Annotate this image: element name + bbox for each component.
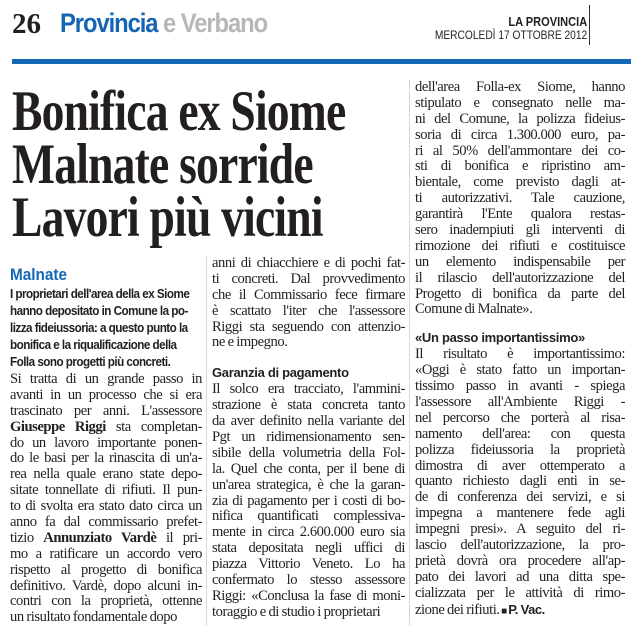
text-line: lascio dell'autorizzazione, la pro- <box>415 537 625 554</box>
text-line: è scattato l'iter che l'assessore <box>212 302 405 319</box>
column-divider <box>206 256 207 626</box>
kicker-location: Malnate <box>10 265 67 284</box>
text-line: sti di bonifica e ripristino am- <box>415 158 625 175</box>
text-segment: sta completan- <box>105 418 203 435</box>
text-line <box>10 388 202 404</box>
text-line <box>10 372 202 388</box>
section-rule <box>12 59 631 64</box>
text-line: un'area strategica, è che la garan- <box>212 476 405 493</box>
body-text <box>10 372 202 626</box>
summary <box>10 285 202 370</box>
text-line <box>10 451 202 467</box>
masthead <box>435 15 587 42</box>
text-segment: to di svolta era stato dato circa un <box>10 498 202 515</box>
body-text <box>415 80 625 318</box>
text-line: tissimo passo in avanti - spiega <box>415 378 625 395</box>
text-line: dell'area Folla-ex Siome, hanno <box>415 79 625 95</box>
text-line: toraggio e di studio i proprietari <box>212 603 381 620</box>
text-line: ri al 50% dell'ammontare dei co- <box>415 142 625 159</box>
paper-name: LA PROVINCIA <box>508 14 587 29</box>
text-line: il rilascio dell'autorizzazione del <box>415 269 625 286</box>
text-line: Pgt un ridimensionamento sen- <box>212 429 405 446</box>
text-line: confermato lo stesso assessore <box>212 572 405 589</box>
text-line <box>10 420 202 436</box>
section-title <box>60 8 267 39</box>
column-divider <box>409 80 410 626</box>
text-line <box>10 404 202 420</box>
text-line <box>10 483 202 499</box>
text-line: ni del Comune, la polizza fideius- <box>415 110 625 127</box>
text-segment: do le basi per la rinascita di un'a- <box>10 450 202 467</box>
page-number: 26 <box>12 8 41 40</box>
text-line: Il risultato è importantissimo: <box>415 346 625 363</box>
text-line: soria di circa 1.300.000 euro, pa- <box>415 126 625 143</box>
text-line: da aver definito nella variante del <box>212 413 405 430</box>
text-line: pato dei lavori ad una ditta spe- <box>415 568 625 585</box>
headline-line-1: Bonifica ex Siome <box>12 80 346 143</box>
text-line: mente in circa 2.600.000 euro sia <box>212 524 405 541</box>
text-segment: definitivo. Vardè, dopo alcuni in- <box>10 577 202 594</box>
text-segment: rispetto al progetto di bonifica <box>10 561 202 578</box>
text-segment: avanti in un processo che si era <box>10 386 202 403</box>
name-highlight: Annunziato Vardè <box>43 529 157 546</box>
text-line: dimostra di aver ottemperato a <box>415 457 625 474</box>
section-rest: e Verbano <box>163 8 268 38</box>
text-segment: mo a ratificare un accordo vero <box>10 545 202 562</box>
text-line: Il solco era tracciato, l'ammini- <box>212 381 405 398</box>
text-line <box>10 515 202 531</box>
text-line: ne e impegno. <box>212 334 288 351</box>
text-segment: sitate tonnellate di rifiuti. Il pun- <box>10 482 202 499</box>
text-line: prietà dovrà ora procedere all'ap- <box>415 552 625 569</box>
text-line: impegni presi». A seguito del ri- <box>415 521 625 538</box>
text-line: polizza fideiussoria la proprietà <box>415 441 625 458</box>
text-line: «Oggi è stato fatto un importan- <box>415 362 625 379</box>
body-text <box>212 256 405 351</box>
text-line: ti concreti. Dal provvedimento <box>212 270 405 287</box>
column-3 <box>415 80 625 618</box>
text-segment: tizio <box>10 529 44 546</box>
subheading: Garanzia di pagamento <box>212 365 349 381</box>
text-segment: trascinato per anni. L'assessore <box>10 402 202 419</box>
text-line: garantirà l'Ente qualora restas- <box>415 206 625 223</box>
section-main: Provincia <box>60 8 158 38</box>
text-line <box>10 563 202 579</box>
text-line: quanto richiesto dagli enti in se- <box>415 473 625 490</box>
text-line: de di conferenza dei servizi, e si <box>415 489 625 506</box>
text-line: bientale, come previsto dagli at- <box>415 174 625 191</box>
text-line: I proprietari dell'area della ex Siome <box>10 286 190 301</box>
text-line: Riggi sta seguendo con attenzio- <box>212 318 405 335</box>
text-line <box>10 594 202 610</box>
text-line <box>10 436 202 452</box>
text-line: zia di pagamento per i costi di bo- <box>212 492 405 509</box>
text-line: Riggi: «Conclusa la fase di moni- <box>212 587 405 604</box>
text-line: anni di chiacchiere e di pochi fat- <box>212 255 405 271</box>
text-line <box>10 610 202 626</box>
text-line: sibile della volumetria della Fol- <box>212 444 405 461</box>
text-line: cializzata per le attività di rimo- <box>415 584 625 601</box>
issue-date: MERCOLEDÌ 17 OTTOBRE 2012 <box>434 28 587 42</box>
column-2 <box>212 256 405 621</box>
subheading: «Un passo importantissimo» <box>415 330 585 346</box>
text-segment: anno fa dal commissario prefet- <box>10 514 202 531</box>
text-segment: contri con la proprietà, ottenne <box>10 593 202 610</box>
text-segment: Si tratta di un grande passo in <box>10 371 202 387</box>
text-line: piazza Vittorio Veneto. Lo ha <box>212 556 405 573</box>
text-line: lizza fideiussoria: a questo punto la <box>10 320 188 335</box>
text-line: ti autorizzativi. Tale cauzione, <box>415 190 625 207</box>
text-line: zione dei rifiuti. ■ P. Vac. <box>415 601 545 618</box>
name-highlight: Giuseppe Riggi <box>10 418 106 435</box>
text-line: Progetto di bonifica da parte del <box>415 285 625 302</box>
text-line: Folla sono progetti più concreti. <box>10 354 171 369</box>
body-text <box>212 382 405 620</box>
text-line: che il Commissario fece firmare <box>212 286 405 303</box>
text-line: strazione è stata concreta tanto <box>212 397 405 414</box>
text-line: rimozione dei rifiuti e costituisce <box>415 237 625 254</box>
headline-line-2: Malnate sorride <box>12 133 313 196</box>
text-line: namento dell'area: con questa <box>415 425 625 442</box>
text-segment: il pri- <box>156 529 202 546</box>
text-line: stipulato e consegnato nelle ma- <box>415 94 625 111</box>
text-line: Comune di Malnate». <box>415 301 533 318</box>
text-segment: un risultato fondamentale dopo <box>10 609 177 626</box>
text-line: nifica quantificati complessiva- <box>212 508 405 525</box>
text-line: impegna a mantenere fede agli <box>415 505 625 522</box>
text-line: la. Quel che conta, per il bene di <box>212 460 405 477</box>
body-text <box>415 347 625 617</box>
text-line: nel percorso che porterà al risa- <box>415 409 625 426</box>
text-line: l'assessore all'Ambiente Riggi - <box>415 394 625 411</box>
text-line: stata depositata negli uffici di <box>212 540 405 557</box>
byline: P. Vac. <box>508 601 545 617</box>
column-1 <box>10 265 202 626</box>
text-line <box>10 499 202 515</box>
text-line: sero inadempiuti gli interventi di <box>415 222 625 239</box>
headline-line-3: Lavori più vicini <box>12 186 323 249</box>
text-line <box>10 531 202 547</box>
text-line <box>10 547 202 563</box>
text-segment: do un lavoro importante ponen- <box>10 434 202 451</box>
header-divider <box>589 5 590 45</box>
text-line: hanno depositato in Comune la po- <box>10 303 188 318</box>
text-line <box>10 467 202 483</box>
end-mark: ■ <box>499 605 509 617</box>
text-line: bonifica e la riqualificazione della <box>10 337 177 352</box>
text-line <box>10 579 202 595</box>
text-line: un elemento indispensabile per <box>415 253 625 270</box>
text-segment: rea nella quale erano state depo- <box>10 466 202 483</box>
